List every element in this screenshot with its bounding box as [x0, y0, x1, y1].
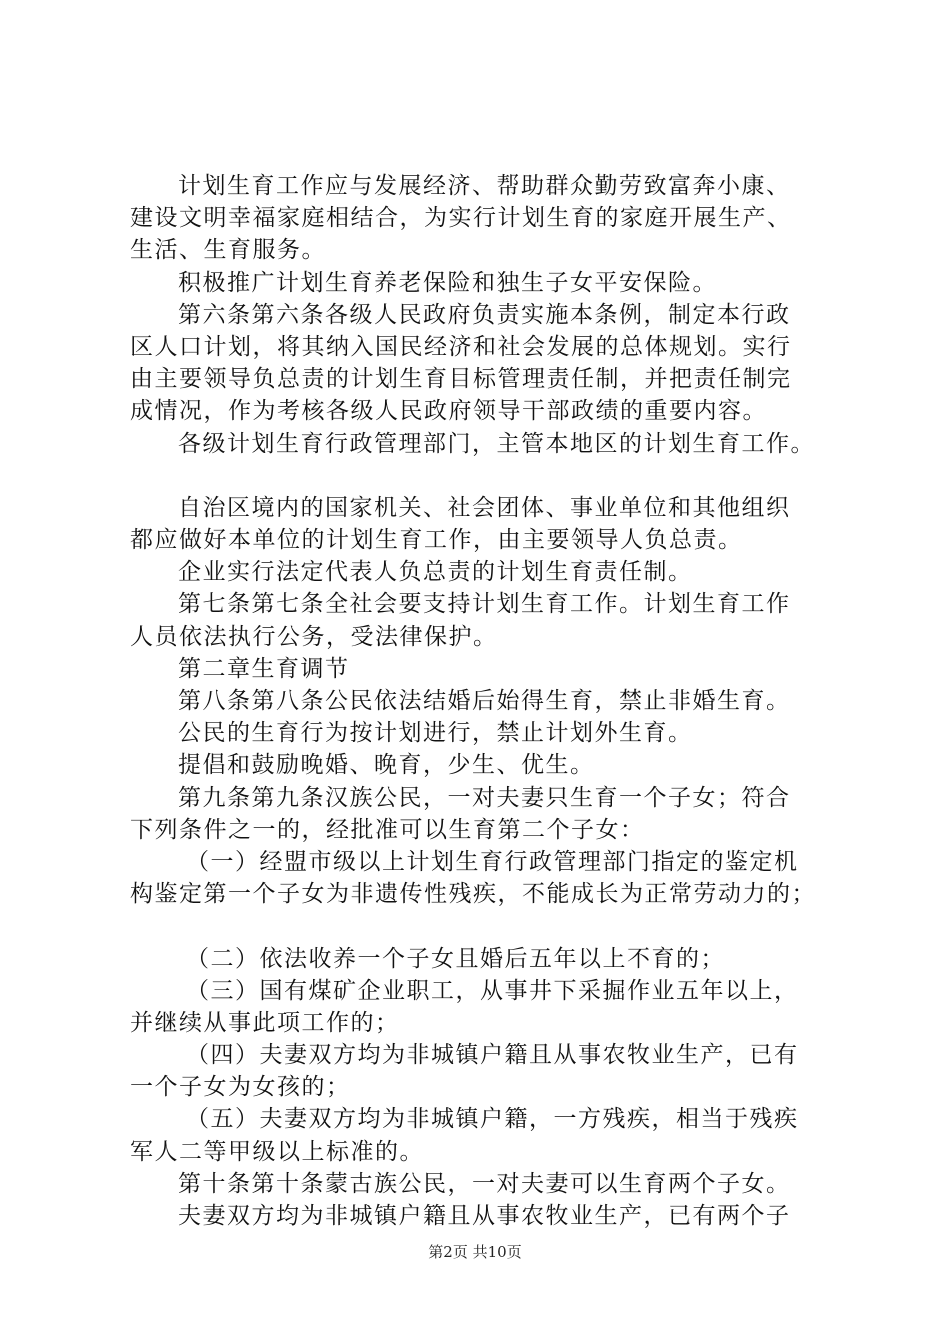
text-line: 公民的生育行为按计划进行，禁止计划外生育。: [178, 720, 693, 747]
text-line: 一个子女为女孩的；: [130, 1074, 351, 1101]
text-line: （二）依法收养一个子女且婚后五年以上不育的；: [186, 945, 725, 972]
text-line: 人员依法执行公务，受法律保护。: [130, 623, 498, 650]
text-line: 夫妻双方均为非城镇户籍且从事农牧业生产，已有两个子: [178, 1203, 791, 1229]
text-line: 生活、生育服务。: [130, 237, 326, 264]
text-line: （三）国有煤矿企业职工，从事井下采掘作业五年以上，: [186, 977, 799, 1004]
document-body: [130, 170, 850, 1232]
blank-line: [130, 910, 850, 942]
text-line: 成情况，作为考核各级人民政府领导干部政绩的重要内容。: [130, 398, 767, 425]
text-line: 计划生育工作应与发展经济、帮助群众勤劳致富奔小康、: [178, 173, 791, 199]
text-line: 第六条第六条各级人民政府负责实施本条例，制定本行政: [178, 301, 791, 328]
text-line: 区人口计划，将其纳入国民经济和社会发展的总体规划。实行: [130, 333, 792, 360]
text-line: 军人二等甲级以上标准的。: [130, 1138, 424, 1165]
text-line: 下列条件之一的，经批准可以生育第二个子女：: [130, 816, 645, 843]
text-line: 第九条第九条汉族公民，一对夫妻只生育一个子女；符合: [178, 784, 791, 811]
text-line: 建设文明幸福家庭相结合，为实行计划生育的家庭开展生产、: [130, 205, 792, 232]
text-line: 由主要领导负总责的计划生育目标管理责任制，并把责任制完: [130, 366, 792, 393]
text-line: 第八条第八条公民依法结婚后始得生育，禁止非婚生育。: [178, 688, 791, 714]
text-line: 构鉴定第一个子女为非遗传性残疾，不能成长为正常劳动力的；: [130, 881, 816, 908]
text-line: 企业实行法定代表人负总责的计划生育责任制。: [178, 559, 693, 586]
text-line: （一）经盟市级以上计划生育行政管理部门指定的鉴定机: [186, 848, 799, 875]
blank-line: [130, 460, 850, 492]
text-line: 提倡和鼓励晚婚、晚育，少生、优生。: [178, 752, 595, 779]
text-line: 第十条第十条蒙古族公民，一对夫妻可以生育两个子女。: [178, 1170, 791, 1197]
text-line: 积极推广计划生育养老保险和独生子女平安保险。: [178, 269, 717, 296]
text-line: （五）夫妻双方均为非城镇户籍，一方残疾，相当于残疾: [186, 1106, 799, 1133]
text-line: 并继续从事此项工作的；: [130, 1009, 400, 1036]
text-line: 自治区境内的国家机关、社会团体、事业单位和其他组织: [178, 494, 791, 521]
text-line: 各级计划生育行政管理部门，主管本地区的计划生育工作。: [178, 430, 815, 457]
text-line: 第二章生育调节: [178, 655, 350, 682]
text-line: （四）夫妻双方均为非城镇户籍且从事农牧业生产，已有: [186, 1042, 799, 1069]
page-number: 第2页 共10页: [428, 1243, 522, 1261]
text-line: 都应做好本单位的计划生育工作，由主要领导人负总责。: [130, 527, 743, 554]
text-line: 第七条第七条全社会要支持计划生育工作。计划生育工作: [178, 591, 791, 618]
